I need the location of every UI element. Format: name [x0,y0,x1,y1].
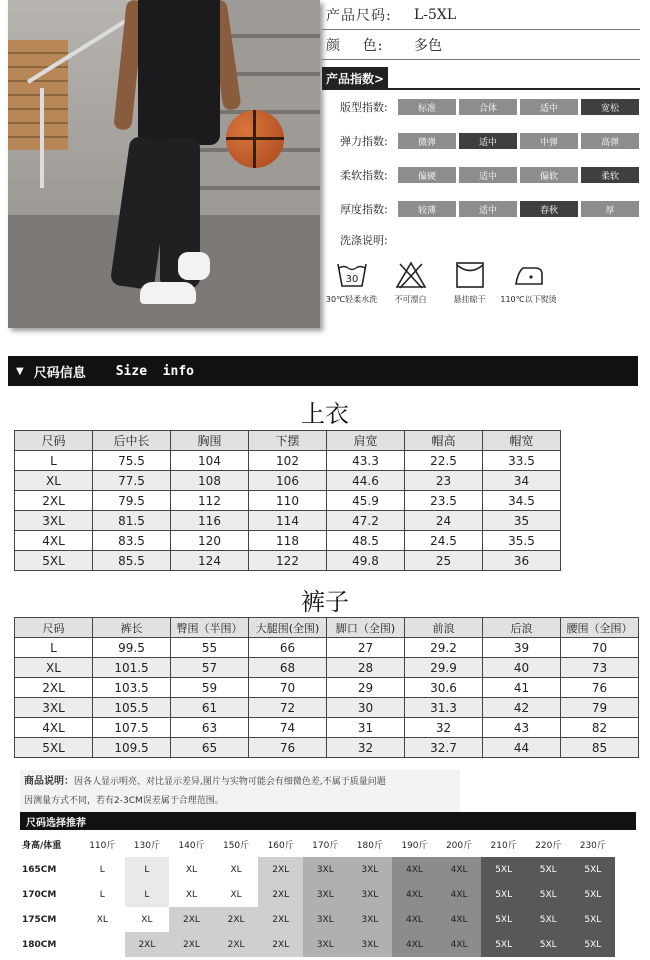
recommend-header [20,812,636,830]
wash-item [322,260,381,305]
index-option: 微弹 [398,133,456,149]
table-cell: 109.5 [93,738,171,758]
table-header-cell: 前浪 [405,618,483,638]
wash-icons [322,260,640,305]
recommend-cell: 2XL [169,932,214,957]
height-label: 165CM [22,864,57,875]
recommend-cell: 4XL [392,882,437,907]
recommend-cell: L [80,882,125,907]
recommend-cell: 5XL [481,857,526,882]
recommend-cell: L [125,857,170,882]
table-cell: 44 [483,738,561,758]
wash-item [499,260,558,305]
recommend-header-row [20,832,636,857]
table-cell: 36 [483,551,561,571]
table-cell: 107.5 [93,718,171,738]
table-header-cell: 下摆 [249,431,327,451]
table-cell: 116 [171,511,249,531]
table-row [15,471,561,491]
recommend-cell: 4XL [392,932,437,957]
weight-label: 200斤 [445,841,473,851]
recommend-cell: 2XL [258,932,303,957]
table-header-cell: 尺码 [15,618,93,638]
table-cell: 108 [171,471,249,491]
index-option: 春秋 [520,201,578,217]
table-cell: 57 [171,658,249,678]
weight-label: 130斤 [133,841,160,851]
table-cell: 33.5 [483,451,561,471]
color-line [322,30,640,60]
index-option: 偏软 [520,167,578,183]
table-cell: 43 [483,718,561,738]
index-options [398,133,639,149]
index-row [322,90,640,124]
table-cell: 70 [249,678,327,698]
top-size-table [14,430,561,571]
size-label: 产品尺码: [326,7,392,24]
recommend-cell: 2XL [214,932,259,957]
index-options [398,167,639,183]
table-cell: 2XL [15,678,93,698]
table-header-cell: 脚口（全围) [327,618,405,638]
product-note [20,770,460,813]
table-cell: 22.5 [405,451,483,471]
index-label: 版型指数: [340,101,388,114]
table-header-cell: 腰围（全围） [561,618,639,638]
table-cell: 4XL [15,531,93,551]
table-cell: 124 [171,551,249,571]
table-cell: 83.5 [93,531,171,551]
table-cell: 3XL [15,511,93,531]
table-cell: 66 [249,638,327,658]
table-cell: 68 [249,658,327,678]
recommend-row [20,857,636,882]
recommend-cell: L [125,882,170,907]
wash-text: 110℃以下熨烫 [500,295,557,304]
table-header-cell: 裤长 [93,618,171,638]
table-cell: 41 [483,678,561,698]
table-cell: 112 [171,491,249,511]
recommend-cell: 2XL [258,907,303,932]
pants-table-title: 裤子 [301,588,349,616]
recommend-grid [20,832,636,957]
recommend-cell: 5XL [571,857,616,882]
table-cell: 2XL [15,491,93,511]
index-option: 中弹 [520,133,578,149]
table-row [15,531,561,551]
table-header-row [15,618,639,638]
wash-item [381,260,440,305]
recommend-cell: 5XL [481,932,526,957]
table-row [15,451,561,471]
index-label: 弹力指数: [340,135,388,148]
index-option: 柔软 [581,167,639,183]
table-cell: 65 [171,738,249,758]
table-cell: 27 [327,638,405,658]
table-row [15,511,561,531]
table-header-cell: 胸围 [171,431,249,451]
index-option: 适中 [459,201,517,217]
table-cell: 39 [483,638,561,658]
table-cell: 114 [249,511,327,531]
table-cell: 73 [561,658,639,678]
wash-text: 30℃轻柔水洗 [325,295,378,304]
index-option: 宽松 [581,99,639,115]
product-info [322,0,640,305]
recommend-cell: 5XL [526,932,571,957]
table-cell: 70 [561,638,639,658]
recommend-cell: XL [169,882,214,907]
recommend-row [20,882,636,907]
table-header-cell: 后浪 [483,618,561,638]
table-cell: 110 [249,491,327,511]
recommend-cell: 2XL [214,907,259,932]
weight-label: 190斤 [401,841,428,851]
banner-cn: 尺码信息 [33,365,86,381]
recommend-cell: XL [214,857,259,882]
index-option: 适中 [459,133,517,149]
recommend-cell: 5XL [571,932,616,957]
table-cell: 81.5 [93,511,171,531]
color-label: 颜 色: [326,37,384,54]
table-cell: 63 [171,718,249,738]
recommend-cell: XL [80,907,125,932]
table-cell: 48.5 [327,531,405,551]
table-cell: XL [15,471,93,491]
table-row [15,718,639,738]
table-cell: 32 [405,718,483,738]
table-cell: L [15,451,93,471]
table-cell: 31.3 [405,698,483,718]
table-cell: 35 [483,511,561,531]
iron-icon [513,260,545,290]
index-header [322,68,640,90]
table-cell: 24 [405,511,483,531]
recommend-cell: 2XL [258,882,303,907]
table-header-row [15,431,561,451]
banner-en: Size info [115,363,194,379]
table-cell: 35.5 [483,531,561,551]
table-cell: 3XL [15,698,93,718]
recommend-cell: 2XL [258,857,303,882]
index-option: 偏硬 [398,167,456,183]
table-cell: 4XL [15,718,93,738]
table-header-cell: 大腿围(全围) [249,618,327,638]
table-cell: 82 [561,718,639,738]
recommend-cell: 3XL [303,907,348,932]
table-cell: 76 [249,738,327,758]
table-cell: 85 [561,738,639,758]
recommend-cell: 3XL [348,932,393,957]
note-title: 商品说明： [24,776,74,787]
index-option: 厚 [581,201,639,217]
table-cell: 76 [561,678,639,698]
triangle-down-icon: ▼ [16,365,24,377]
recommend-cell: 5XL [571,907,616,932]
recommend-cell: 5XL [481,907,526,932]
table-header-cell: 帽宽 [483,431,561,451]
table-cell: 61 [171,698,249,718]
table-cell: 29.2 [405,638,483,658]
recommend-cell [80,932,125,957]
recommend-title: 尺码选择推荐 [26,817,86,829]
table-cell: 85.5 [93,551,171,571]
recommend-cell: 3XL [303,932,348,957]
table-row [15,551,561,571]
recommend-cell: 3XL [348,857,393,882]
table-header-cell: 尺码 [15,431,93,451]
table-cell: 47.2 [327,511,405,531]
table-cell: 77.5 [93,471,171,491]
table-cell: 101.5 [93,658,171,678]
index-option: 较薄 [398,201,456,217]
table-cell: 44.6 [327,471,405,491]
table-cell: 104 [171,451,249,471]
weight-label: 110斤 [89,841,116,851]
recommend-cell: 4XL [392,857,437,882]
table-cell: 32 [327,738,405,758]
note-line1: 因各人显示明亮、对比显示差异,图片与实物可能会有细微色差,不属于质量问题 [74,777,386,787]
table-cell: 30.6 [405,678,483,698]
recommend-cell: 3XL [348,907,393,932]
wash-text: 悬挂晾干 [453,295,486,304]
weight-label: 220斤 [535,841,562,851]
table-cell: 122 [249,551,327,571]
index-option: 标准 [398,99,456,115]
table-cell: 29 [327,678,405,698]
height-label: 170CM [22,889,57,900]
index-option: 合体 [459,99,517,115]
recommend-cell: 3XL [303,882,348,907]
table-cell: 24.5 [405,531,483,551]
table-cell: 45.9 [327,491,405,511]
table-cell: 120 [171,531,249,551]
recommend-cell: XL [169,857,214,882]
table-row [15,698,639,718]
table-cell: 23 [405,471,483,491]
height-label: 180CM [22,939,57,950]
table-cell: 30 [327,698,405,718]
index-row [322,192,640,226]
table-cell: 5XL [15,738,93,758]
table-cell: 99.5 [93,638,171,658]
wash-text: 不可漂白 [394,295,427,304]
table-row [15,678,639,698]
table-cell: 118 [249,531,327,551]
table-header-cell: 帽高 [405,431,483,451]
recommend-row [20,907,636,932]
table-cell: 59 [171,678,249,698]
index-row [322,158,640,192]
index-title: 产品指数> [322,67,388,90]
table-cell: 75.5 [93,451,171,471]
table-cell: 34.5 [483,491,561,511]
table-row [15,491,561,511]
weight-label: 180斤 [356,841,383,851]
weight-label: 230斤 [579,841,606,851]
table-cell: 79.5 [93,491,171,511]
weight-label: 140斤 [178,841,205,851]
recommend-corner: 身高/体重 [22,841,62,851]
weight-label: 210斤 [490,841,517,851]
table-header-cell: 臀围（半围） [171,618,249,638]
wash-number: 30 [345,274,358,285]
index-options [398,99,639,115]
index-row [322,124,640,158]
table-cell: 72 [249,698,327,718]
table-cell: 49.8 [327,551,405,571]
top-table-title: 上衣 [301,400,349,428]
table-cell: 28 [327,658,405,678]
weight-label: 150斤 [222,841,250,851]
index-label: 柔软指数: [340,169,388,182]
product-photo [8,0,320,328]
index-list [322,90,640,226]
recommend-cell: 3XL [303,857,348,882]
recommend-cell: XL [125,907,170,932]
table-cell: 25 [405,551,483,571]
hang-dry-icon [454,260,486,290]
size-info-banner [8,356,638,386]
recommend-cell: 5XL [526,857,571,882]
table-cell: 55 [171,638,249,658]
table-row [15,738,639,758]
recommend-cell: 2XL [169,907,214,932]
table-cell: 32.7 [405,738,483,758]
table-cell: 23.5 [405,491,483,511]
recommend-cell: 5XL [571,882,616,907]
no-bleach-icon [395,260,427,290]
recommend-cell: XL [214,882,259,907]
table-cell: 105.5 [93,698,171,718]
wash-30-icon [336,260,368,290]
table-cell: L [15,638,93,658]
index-label: 厚度指数: [340,203,388,216]
recommend-cell: 5XL [526,907,571,932]
recommend-cell: 5XL [481,882,526,907]
recommend-cell: 3XL [348,882,393,907]
table-cell: 102 [249,451,327,471]
table-cell: 79 [561,698,639,718]
size-line [322,0,640,30]
pants-size-table [14,617,639,758]
recommend-cell: 5XL [526,882,571,907]
wash-title: 洗涤说明: [340,234,388,247]
recommend-row [20,932,636,957]
weight-label: 170斤 [312,841,339,851]
recommend-cell: 4XL [437,882,482,907]
table-header-cell: 后中长 [93,431,171,451]
index-options [398,201,639,217]
table-cell: 74 [249,718,327,738]
index-option: 适中 [520,99,578,115]
table-row [15,658,639,678]
recommend-cell: L [80,857,125,882]
table-cell: XL [15,658,93,678]
table-cell: 29.9 [405,658,483,678]
recommend-cell: 4XL [437,932,482,957]
color-value: 多色 [414,37,442,54]
size-value: L-5XL [414,6,457,23]
index-option: 高弹 [581,133,639,149]
table-header-cell: 肩宽 [327,431,405,451]
table-cell: 5XL [15,551,93,571]
index-option: 适中 [459,167,517,183]
table-cell: 106 [249,471,327,491]
table-cell: 31 [327,718,405,738]
table-cell: 34 [483,471,561,491]
recommend-cell: 2XL [125,932,170,957]
weight-label: 160斤 [267,841,294,851]
table-cell: 42 [483,698,561,718]
table-cell: 43.3 [327,451,405,471]
height-label: 175CM [22,914,57,925]
wash-item [440,260,499,305]
basketball-icon [226,110,284,168]
recommend-cell: 4XL [437,907,482,932]
table-cell: 103.5 [93,678,171,698]
table-row [15,638,639,658]
table-cell: 40 [483,658,561,678]
note-line2: 因测量方式不同，若有2-3CM误差属于合理范围。 [24,796,224,806]
recommend-cell: 4XL [437,857,482,882]
recommend-cell: 4XL [392,907,437,932]
